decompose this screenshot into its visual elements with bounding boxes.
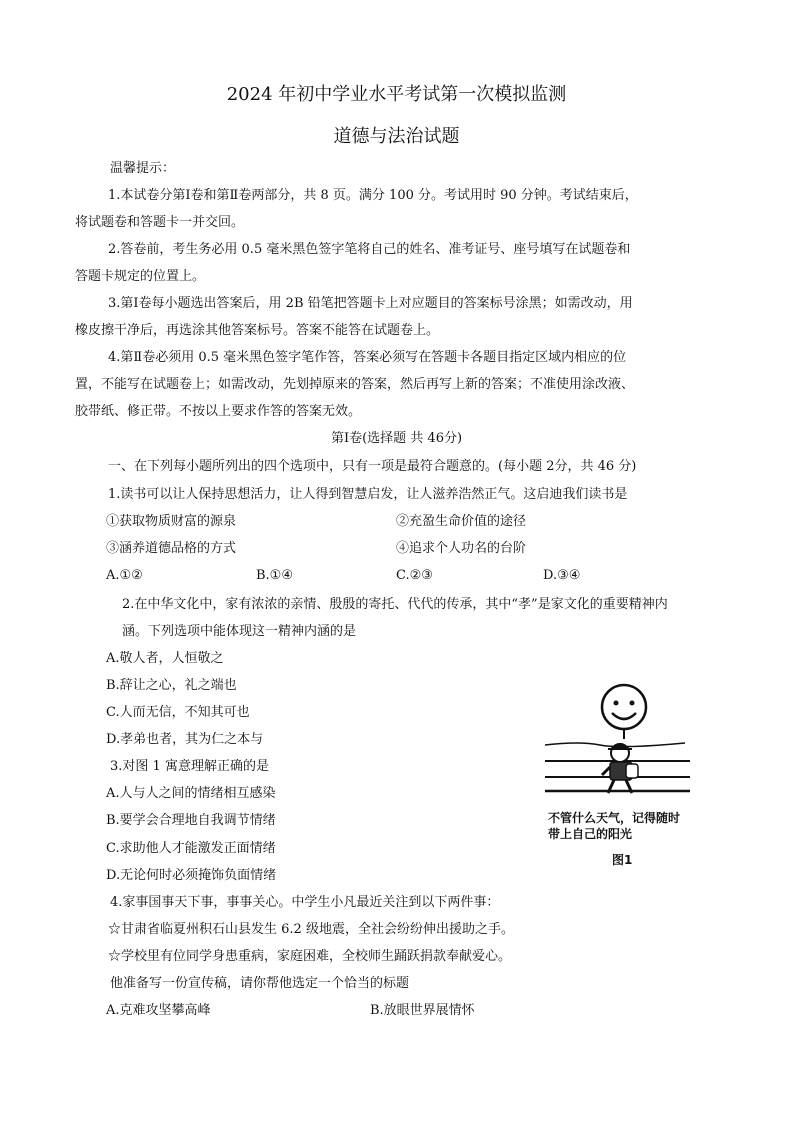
q1-option-a: A.①② [106, 568, 143, 583]
q3-option-a: A.人与人之间的情绪相互感染 [106, 786, 276, 801]
notice-line: 1.本试卷分第Ⅰ卷和第Ⅱ卷两部分，共 8 页。满分 100 分。考试用时 90 分钟。考试结束后， [108, 188, 638, 203]
q3-option-b: B.要学会合理地自我调节情绪 [106, 813, 276, 828]
q3-stem: 3.对图 1 寓意理解正确的是 [110, 759, 269, 774]
q2-stem: 2.在中华文化中，家有浓浓的亲情、殷殷的寄托、代代的传承，其中“孝”是家文化的重要精神内 [122, 597, 668, 612]
q1-statement-4: ④追求个人功名的台阶 [396, 541, 527, 556]
q1-option-d: D.③④ [543, 568, 581, 583]
q2-option-b: B.辞让之心，礼之端也 [106, 678, 237, 693]
q1-option-c: C.②③ [396, 568, 433, 583]
q1-statement-1: ①获取物质财富的源泉 [106, 514, 237, 529]
q1-option-b: B.①④ [256, 568, 293, 583]
exam-title: 2024 年初中学业水平考试第一次模拟监测 [226, 84, 567, 105]
figure-1-cartoon [540, 665, 700, 875]
q4-stem: 4.家事国事天下事，事事关心。中学生小凡最近关注到以下两件事： [110, 895, 500, 910]
notice-line: 胶带纸、修正带。不按以上要求作答的答案无效。 [75, 404, 362, 419]
sunny-boy-illustration [540, 665, 700, 805]
q2-option-c: C.人而无信，不知其可也 [106, 705, 250, 720]
q2-option-d: D.孝弟也者，其为仁之本与 [106, 732, 264, 747]
q1-statement-2: ②充盈生命价值的途径 [396, 514, 527, 529]
q4-event: ☆学校里有位同学身患重病，家庭困难，全校师生踊跃捐款奉献爱心。 [108, 949, 512, 964]
section-instruction: 一、在下列每小题所列出的四个选项中，只有一项是最符合题意的。(每小题 2分，共 46 分) [108, 459, 637, 474]
notice-line: 橡皮擦干净后，再选涂其他答案标号。答案不能答在试题卷上。 [75, 323, 440, 338]
subject-title: 道德与法治试题 [333, 126, 460, 147]
figure-caption: 带上自己的阳光 [548, 827, 633, 841]
q4-option-b: B.放眼世界展情怀 [370, 1003, 475, 1018]
q2-option-a: A.敬人者，人恒敬之 [106, 651, 224, 666]
q1-statement-3: ③涵养道德品格的方式 [106, 541, 237, 556]
section-title: 第Ⅰ卷(选择题 共 46分) [330, 431, 463, 446]
figure-label: 图1 [612, 853, 633, 867]
q4-option-a: A.克难攻坚攀高峰 [106, 1003, 211, 1018]
q1-stem: 1.读书可以让人保持思想活力，让人得到智慧启发，让人滋养浩然正气。这启迪我们读书是 [108, 487, 628, 502]
q3-option-c: C.求助他人才能激发正面情绪 [106, 841, 276, 856]
q2-stem: 涵。下列选项中能体现这一精神内涵的是 [122, 624, 357, 639]
q4-event: ☆甘肃省临夏州积石山县发生 6.2 级地震，全社会纷纷伸出援助之手。 [108, 922, 514, 937]
figure-caption: 不管什么天气，记得随时 [548, 811, 681, 825]
notice-line: 3.第Ⅰ卷每小题选出答案后，用 2B 铅笔把答题卡上对应题目的答案标号涂黑；如需改动，用 [108, 296, 633, 311]
q4-ask: 他准备写一份宣传稿，请你帮他选定一个恰当的标题 [110, 976, 410, 991]
q3-option-d: D.无论何时必须掩饰负面情绪 [106, 868, 277, 883]
notice-line: 将试题卷和答题卡一并交回。 [75, 215, 245, 230]
notice-line: 4.第Ⅱ卷必须用 0.5 毫米黑色签字笔作答，答案必须写在答题卡各题目指定区域内相应的位 [108, 350, 627, 365]
notice-heading: 温馨提示： [110, 161, 176, 176]
notice-line: 2.答卷前，考生务必用 0.5 毫米黑色签字笔将自己的姓名、准考证号、座号填写在试题卷和 [108, 242, 631, 257]
notice-line: 答题卡规定的位置上。 [75, 269, 206, 284]
notice-line: 置，不能写在试题卷上；如需改动，先划掉原来的答案，然后再写上新的答案；不准使用涂改液、 [75, 377, 635, 392]
